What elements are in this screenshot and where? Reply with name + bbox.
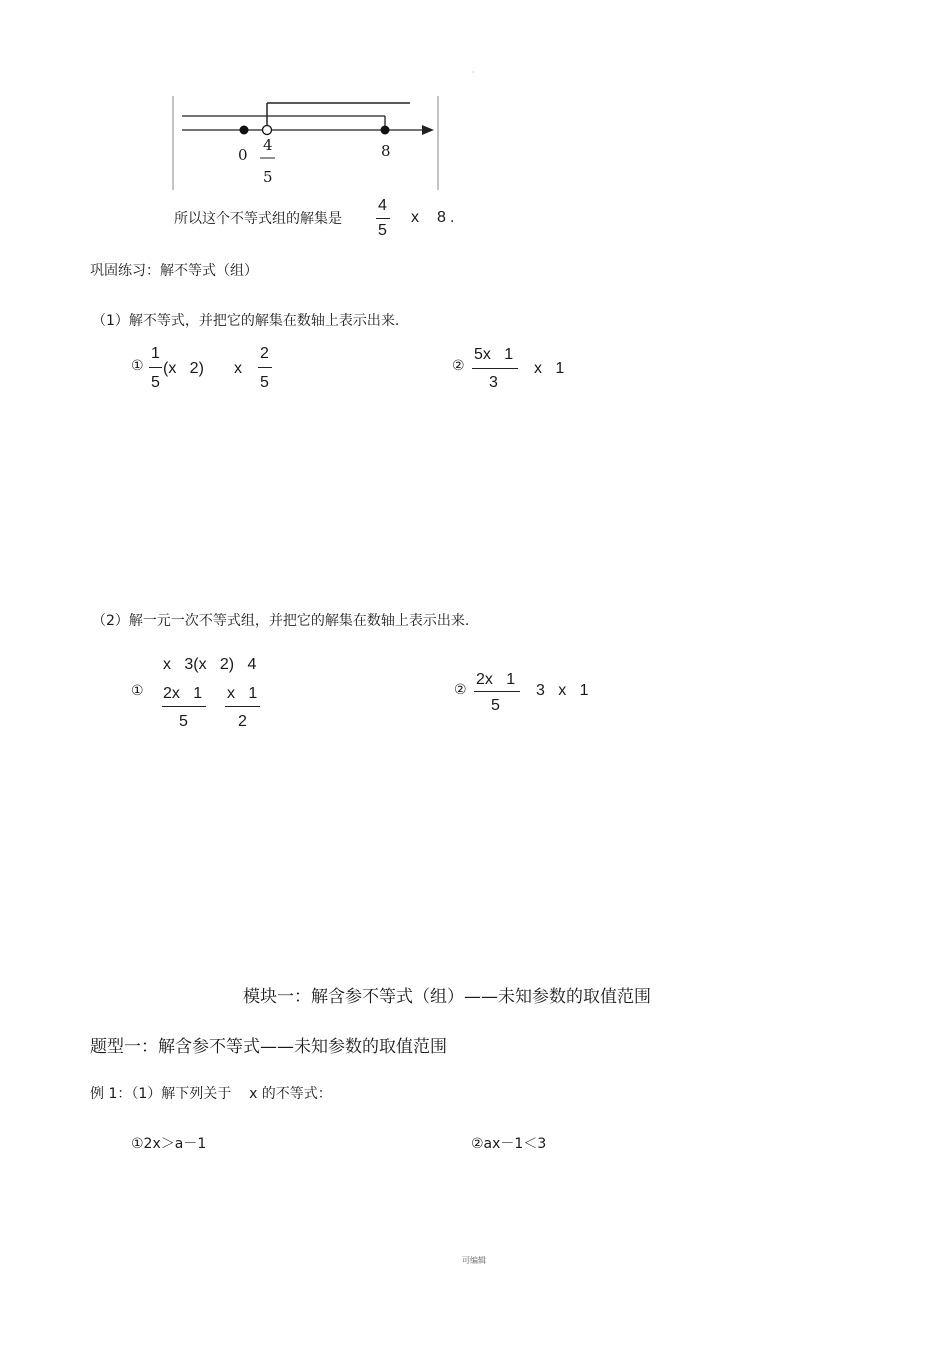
part1-q1-den: 5 <box>151 374 160 391</box>
part2-q1-f1-den: 5 <box>179 713 188 730</box>
part1-q1-bar2 <box>258 367 272 368</box>
part1-q1-num2: 2 <box>260 345 269 362</box>
part2-q2-mark: ② <box>454 682 467 698</box>
part2-q1-mark: ① <box>131 683 144 699</box>
part2-q1-line1: x 3(x 2) 4 <box>163 656 257 673</box>
part1-q2-rest: x 1 <box>534 360 565 377</box>
part1-q1-bar <box>149 367 162 368</box>
part2-q2-rest: 3 x 1 <box>536 682 589 699</box>
solution-x: x <box>411 209 419 226</box>
example-q2: ②ax－1＜3 <box>471 1136 547 1152</box>
number-line-figure <box>172 96 440 190</box>
solution-fraction-bar <box>376 218 390 219</box>
part2-q1-f1-num: 2x 1 <box>163 685 203 702</box>
part1-q1-num: 1 <box>151 345 160 362</box>
part2-q1-f2-den: 2 <box>238 713 247 730</box>
part2-q2-bar <box>474 691 520 692</box>
solution-num: 4 <box>378 197 387 214</box>
solution-den: 5 <box>378 222 387 239</box>
part1-q2-num: 5x 1 <box>474 346 514 363</box>
part1-q2-den: 3 <box>489 374 498 391</box>
part1-q1-paren: (x 2) <box>163 360 204 377</box>
point-zero <box>240 126 249 135</box>
example-title: 例 1：（1）解下列关于 x 的不等式： <box>90 1086 332 1102</box>
type-title: 题型一：解含参不等式——未知参数的取值范围 <box>90 1037 447 1057</box>
label-four: 4 <box>263 136 273 154</box>
part2-title: （2）解一元一次不等式组，并把它的解集在数轴上表示出来. <box>92 613 470 629</box>
part1-title: （1）解不等式，并把它的解集在数轴上表示出来. <box>92 313 400 329</box>
part1-q1-mark: ① <box>131 358 144 374</box>
point-four-fifths <box>263 126 272 135</box>
part2-q2-num: 2x 1 <box>476 671 516 688</box>
solution-period: . <box>450 209 455 226</box>
label-five: 5 <box>263 168 273 186</box>
part2-q1-f2-num: x 1 <box>227 685 258 702</box>
label-zero: 0 <box>238 146 248 164</box>
number-line-graphic <box>172 96 440 190</box>
part2-q1-f2-bar <box>225 706 260 707</box>
solution-eight: 8 <box>437 209 446 226</box>
part1-q1-x: x <box>234 360 242 377</box>
page-mark: · <box>472 68 475 77</box>
part2-q2-den: 5 <box>491 697 500 714</box>
part1-q1-den2: 5 <box>260 374 269 391</box>
part1-q2-mark: ② <box>452 358 465 374</box>
part2-q1-f1-bar <box>162 706 206 707</box>
solution-text: 所以这个不等式组的解集是 <box>174 211 342 227</box>
label-eight: 8 <box>381 142 391 160</box>
practice-title: 巩固练习：解不等式（组） <box>90 263 258 279</box>
part1-q2-bar <box>472 368 518 369</box>
footer-label: 可编辑 <box>462 1256 486 1265</box>
example-q1: ①2x＞a－1 <box>131 1136 207 1152</box>
point-eight <box>381 126 390 135</box>
module-title: 模块一：解含参不等式（组）——未知参数的取值范围 <box>243 987 651 1007</box>
